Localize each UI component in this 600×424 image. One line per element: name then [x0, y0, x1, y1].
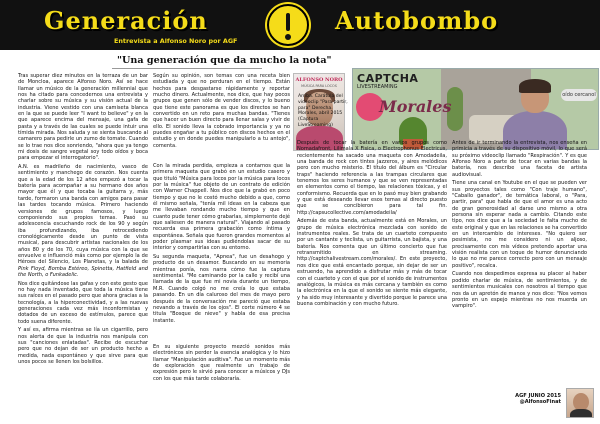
article-column-4 [452, 140, 587, 312]
exclamation-logo-icon [267, 4, 309, 46]
cover-title: ALFONSO NORO [295, 77, 343, 83]
headline-divider [112, 68, 262, 69]
livestream-capture-image [352, 68, 599, 150]
header-banner [0, 0, 600, 50]
captcha-logo: CAPTCHA [357, 72, 419, 85]
article-column-2c [153, 344, 290, 384]
paragraph: Además de esta banda, actualmente está en Morales, un grupo de música electrónica mezclada con sonido de instrumentos reales. Se trata de un cuarteto compuesto por un cantante y teclista, un guitarrista, un bajista, y una batería. Nos comenta que un último concierto que fue retransmitido en streaming. http://captchalivestream.com/morales/. En este proyecto, nos dice que está encantado porque, sin dejar de ser un estruendo, ha aprendido a disfrutar más y más de tocar con el cuarteto y con el que por el sonido de instrumentos analógicos, la música es más cercana y también es como la electrónica en la que el sonido se siente más elegante, y ha sido muy interesante y divertido porque le parece una buena combinación y con mucho futuro. [297, 218, 447, 307]
article-column-2 [153, 73, 290, 151]
image-caption: Arriba. Carátula del videoclip "Para partir, para" Derecha. Morales, abril 2015 (Captura LiveStreaming) [298, 94, 348, 128]
capture-title: Morales [379, 97, 452, 116]
credit-date: AGF JUNIO 2015 [515, 393, 561, 399]
paragraph: En su siguiente proyecto mezcló sonidos más electrónicos sin perder la esencia analógica y lo hizo llamar "Manipulación auditiva". Fue un momento más de exploración que realmente un trabajo de expresión pero le sirvió para conocer a músicos y DJs con los que más tarde colaboraría. [153, 344, 290, 382]
header-title-left: Generación [44, 6, 208, 35]
paragraph: A.N. es madrileño de nacimiento, vasco de sentimiento y manchego de corazón. Nos cuenta que a la edad de los 12 años empezó a tocar la batería para acompañar a su hermano dos años mayor que él y que tocaba la guitarra y, más tarde, formaron una banda con amigos para pasar las tardes tocando música. Primero haciendo versiones de grupos famosos, y luego componiendo sus propios temas. Pasó su adolescencia escuchando rock de los 90 y según iba profundizando, iba retrocediendo cronológicamente desde un punto de vista musical, para descubrir artistas nacionales de los años 80 y de los 70, cuya música con la que se envuelve e influenció más como por ejemplo la de Héroes del Silencio, Los Planetas, y la balada de Pink Floyd, Bomba Estéreo, Spinetta, Hatfield and the North, o Funkadelic. [18, 164, 148, 278]
header-subtitle: Entrevista a Alfonso Noro por AGF [114, 37, 238, 45]
article-column-3 [297, 140, 447, 310]
paragraph: Después de tocar la batería en varios grupos como Nomadafront, Lilimala X Fisica, o Electrophonus Electricus, recientemente ha sacado una maqueta con Amodadeila, una banda de rock con tintes jazzeros, y aires melódicos pero con mucho misterio. El título del álbum es "Circular traps" haciendo referencia a las trampas circulares que tenemos los seres humanos y que se ven representadas en elementos como el tiempo, las relaciones tóxicas, y el conformismo. Recuerda que en lo pasó muy bien grabando y que está deseando llevar esos temas al directo puesto que se concibieron para tal fin. http://capsucollective.com/amodadeila/ [297, 140, 447, 216]
paragraph: Cuando nos despedimos expresa su placer al haber podido charlar de música, de sentimientos, y de sentimientos musicales con nosotros al tiempo que nos da un apretón de manos y nos dice: "Nos vemos pronto en un espejo mientras no nos muerda un vampiro". [452, 271, 587, 310]
paragraph: Tras superar diez minutos en la terraza de un bar de Moncloa, aparece Alfonso Noro. Así se hace llamar un músico de la generación millennial que nos ha citado para concedernos una entrevista y charlar sobre su música y su visión actual de la industria. Viene vestido con una camiseta blanca en la que se puede leer "I want to believe" y en la que aparece encima del mensaje, una gafa de pasta y a través de las cuales se puede intuir una tímida mirada. Nos saluda y se sienta buscando al camarero para pedirle un zumo de tomate. Cuando se lo trae nos dice sonriendo, "ahora que ya tengo mi dosis de sangre vegetal soy todo oídos y boca para empezar el interrogatorio". [18, 73, 148, 162]
cover-subtitle: MÚSICA PARA LOCOS [301, 84, 337, 88]
article-column-1 [18, 73, 148, 368]
header-title-right: Autobombo [335, 6, 499, 35]
paragraph: Con la mirada perdida, empieza a contarnos que la primera maqueta que grabó en un estudio casero y que tituló "Música para locos por la música para locos por la música" fue objeto de un contrato de edición con Warner Chappell. Nos dice que la grabó en poco tiempo y que no le costó mucho debido a que, como él mismo señala, "tenía mil ideas en la cabeza que me llevaban rondando mucho tiempo y que en cuanto pude tener cómo grabarlas, simplemente dejé que saliesen de manera natural". Viajando al pasado recuerda esa primera grabación como íntima y espontánea. Señala que fueron grandes momentos al poder plasmar sus ideas pudiéndolas sacar de su interior y compartirlas con su entorno. [153, 163, 290, 252]
interview-headline: "Una generación que da mucho la nota" [117, 55, 332, 66]
credit-handle: @AlfonsoFinat [519, 399, 561, 406]
speech-bubble: oído cercanol [561, 89, 597, 101]
author-credit [507, 393, 561, 405]
paragraph: Tiene una canal en Youtube en el que se pueden ver sus proyectos tales como "Con traje humano", "Caballo ganador", de temática laboral, o "Para, partir, para" que habla de que el amor es una acto de gran generosidad al darse uno mismo a otra persona sin esperar nada a cambio. Citando este tipo, nos dice que a la sociedad le falta mucho de este original y que en las relaciones se ha convertido en un intercambio de intereses. "No quiero ser pesimista, no me considero ni un aljoso, precisamente con mis vídeos pretendo aportar una visión realista con un toque de humor denunciando lo que no me parece correcto pero con un mensaje positivo", recalca. [452, 180, 587, 269]
captcha-logo-sub: LIVESTREAMING [357, 84, 398, 90]
paragraph: Su segunda maqueta, "Apnea", fue un desahogo y producto de un desamor. Buscando en su memoria mientras ponía, nos narra cómo fue la captura sentimental. "Me caminando por la calle y recibí una llamada de la que fue mi novia durante un tiempo, M.R. Cuando colgó no me creía lo que estaba pasando. En un día caluroso del mes de mayo pero después de la conversación me pareció que estaba nevando a través de los ojos". El corte número 4 se titula "Bosque de nieve" y habla de esa precisa instante. [153, 254, 290, 324]
article-column-2b [153, 163, 290, 326]
author-portrait-image [566, 388, 594, 418]
paragraph: Nos dice quitándose las gafas y con este gesto que no hay nada inventado, que toda la música tiene sus raíces en el pasado pero que ahora gracias a la tecnología, a la hiperconectividad, y a las nuevas generaciones cada vez más inconformistas y dotados de un exceso de estímulos, parece que todo suena diferente. [18, 280, 148, 325]
paragraph: Según su opinión, son temas con una receta bien estudiada y que no perduran en el tiempo. Están hechos para desgastarse rápidamente y reportar mucho dinero. Actualmente, nos dice, que hay pocos grupos que genen sólo de vender discos, y lo bueno que tiene este panorama es que los directos se han convertido en un reto para muchas bandas. "Tienes que hacer un buen directo para llenar salas y vivir de ello. El sonido lleva la cobrado importancia y ya no puedes engañar a tu público con discos hechos en el estudio y en donde puedes manipularlo a tu antojo", comenta. [153, 73, 290, 149]
paragraph: Antes de ir terminando la entrevista, nos enseña en primicia a través de su dispositivo móvil, lo que será su próximo videoclip llamado "Respiración". Y es que Alfonso Noro a parte de tocar en varias bandas la batería, nos describe una faceta de artista audiovisual. [452, 140, 587, 178]
paragraph: Y así es, afirma mientras se lía un cigarrillo, pero nos alerta de que la industria nos manipula con sus "canciones enlatadas". Recibe de escuchar pero que no dejan de ser un producto hecho a medida, nada espontáneo y que sirve para que unos pocos se llenen los bolsillos. [18, 327, 148, 366]
